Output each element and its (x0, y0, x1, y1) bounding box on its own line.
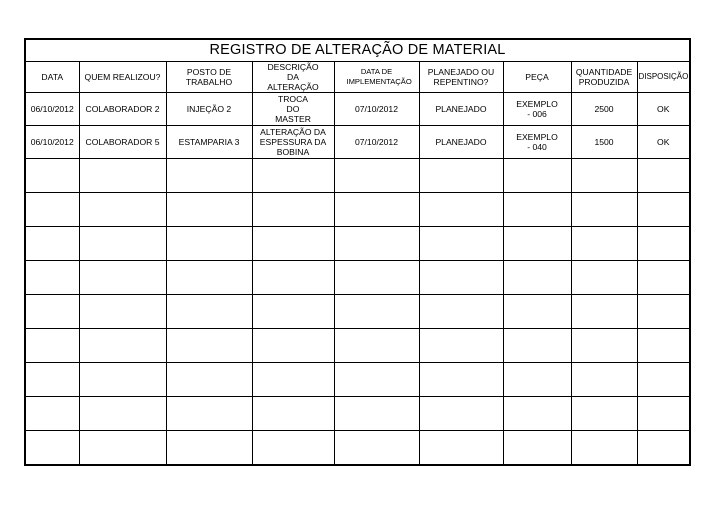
header-quem-realizou: QUEM REALIZOU? (79, 62, 166, 93)
cell-peca: EXEMPLO - 040 (503, 126, 571, 159)
cell-data: 06/10/2012 (26, 126, 79, 159)
empty-cell (503, 193, 571, 227)
empty-cell (503, 159, 571, 193)
cell-descricao: ALTERAÇÃO DA ESPESSURA DA BOBINA (252, 126, 334, 159)
empty-cell (26, 431, 79, 465)
empty-cell (166, 295, 252, 329)
empty-cell (334, 329, 419, 363)
empty-cell (334, 261, 419, 295)
empty-cell (26, 261, 79, 295)
empty-cell (334, 159, 419, 193)
header-quantidade-produzida: QUANTIDADE PRODUZIDA (571, 62, 637, 93)
table-row (26, 93, 689, 126)
empty-cell (166, 227, 252, 261)
empty-cell (26, 329, 79, 363)
empty-cell (637, 363, 689, 397)
empty-cell (166, 329, 252, 363)
empty-cell (334, 431, 419, 465)
empty-cell (79, 363, 166, 397)
empty-cell (571, 159, 637, 193)
cell-quantidade: 2500 (571, 93, 637, 126)
cell-disposicao: OK (637, 93, 689, 126)
header-descricao-da-alteracao: DESCRIÇÃO DA ALTERAÇÃO (252, 62, 334, 93)
cell-quem-realizou: COLABORADOR 2 (79, 93, 166, 126)
empty-cell (79, 397, 166, 431)
empty-cell (252, 431, 334, 465)
register-table-body (26, 62, 689, 464)
empty-cell (571, 295, 637, 329)
empty-cell (637, 431, 689, 465)
empty-cell (334, 363, 419, 397)
header-planejado-ou-repentino: PLANEJADO OU REPENTINO? (419, 62, 503, 93)
cell-planejado-repentino: PLANEJADO (419, 93, 503, 126)
empty-cell (637, 397, 689, 431)
empty-cell (26, 193, 79, 227)
empty-row (26, 261, 689, 295)
cell-disposicao: OK (637, 126, 689, 159)
empty-cell (419, 261, 503, 295)
empty-row (26, 397, 689, 431)
empty-cell (166, 431, 252, 465)
empty-cell (637, 193, 689, 227)
empty-row (26, 193, 689, 227)
empty-cell (26, 295, 79, 329)
empty-cell (252, 329, 334, 363)
empty-cell (503, 261, 571, 295)
empty-cell (637, 295, 689, 329)
empty-cell (419, 159, 503, 193)
empty-row (26, 329, 689, 363)
cell-planejado-repentino: PLANEJADO (419, 126, 503, 159)
empty-cell (334, 227, 419, 261)
cell-posto-de-trabalho: INJEÇÃO 2 (166, 93, 252, 126)
header-data: DATA (26, 62, 79, 93)
empty-cell (503, 295, 571, 329)
empty-cell (166, 193, 252, 227)
empty-cell (26, 363, 79, 397)
empty-cell (419, 227, 503, 261)
empty-cell (637, 159, 689, 193)
empty-row (26, 227, 689, 261)
empty-cell (419, 193, 503, 227)
empty-cell (334, 397, 419, 431)
header-peca: PEÇA (503, 62, 571, 93)
cell-quem-realizou: COLABORADOR 5 (79, 126, 166, 159)
cell-peca: EXEMPLO - 006 (503, 93, 571, 126)
empty-cell (571, 397, 637, 431)
empty-cell (571, 431, 637, 465)
table-row (26, 126, 689, 159)
empty-cell (419, 397, 503, 431)
empty-cell (166, 397, 252, 431)
empty-cell (503, 227, 571, 261)
empty-cell (252, 363, 334, 397)
empty-cell (419, 431, 503, 465)
empty-cell (571, 363, 637, 397)
empty-cell (419, 363, 503, 397)
empty-cell (334, 295, 419, 329)
cell-posto-de-trabalho: ESTAMPARIA 3 (166, 126, 252, 159)
empty-cell (79, 159, 166, 193)
empty-cell (26, 397, 79, 431)
cell-descricao: TROCA DO MASTER (252, 93, 334, 126)
empty-cell (571, 193, 637, 227)
empty-row (26, 431, 689, 465)
empty-cell (503, 363, 571, 397)
cell-data: 06/10/2012 (26, 93, 79, 126)
empty-cell (252, 295, 334, 329)
cell-data-implementacao: 07/10/2012 (334, 126, 419, 159)
empty-cell (419, 295, 503, 329)
empty-cell (571, 329, 637, 363)
empty-cell (252, 397, 334, 431)
empty-cell (79, 431, 166, 465)
empty-cell (252, 193, 334, 227)
empty-cell (419, 329, 503, 363)
empty-cell (166, 159, 252, 193)
empty-cell (637, 329, 689, 363)
header-row (26, 62, 689, 93)
register-table (26, 62, 689, 464)
header-data-de-implementacao: DATA DE IMPLEMENTAÇÃO (334, 62, 419, 93)
empty-cell (79, 329, 166, 363)
header-disposicao: DISPOSIÇÃO (637, 62, 689, 93)
empty-cell (252, 227, 334, 261)
empty-cell (637, 227, 689, 261)
empty-cell (503, 329, 571, 363)
sheet-title: REGISTRO DE ALTERAÇÃO DE MATERIAL (26, 40, 689, 62)
empty-row (26, 363, 689, 397)
empty-cell (26, 227, 79, 261)
empty-cell (166, 363, 252, 397)
material-change-register-sheet (24, 38, 691, 466)
empty-cell (503, 431, 571, 465)
empty-cell (571, 261, 637, 295)
empty-cell (503, 397, 571, 431)
empty-row (26, 295, 689, 329)
empty-cell (79, 295, 166, 329)
empty-cell (166, 261, 252, 295)
empty-row (26, 159, 689, 193)
header-posto-de-trabalho: POSTO DE TRABALHO (166, 62, 252, 93)
empty-cell (571, 227, 637, 261)
empty-cell (26, 159, 79, 193)
empty-cell (252, 261, 334, 295)
empty-cell (79, 227, 166, 261)
cell-quantidade: 1500 (571, 126, 637, 159)
empty-cell (79, 261, 166, 295)
empty-cell (637, 261, 689, 295)
cell-data-implementacao: 07/10/2012 (334, 93, 419, 126)
empty-cell (334, 193, 419, 227)
empty-cell (79, 193, 166, 227)
empty-cell (252, 159, 334, 193)
